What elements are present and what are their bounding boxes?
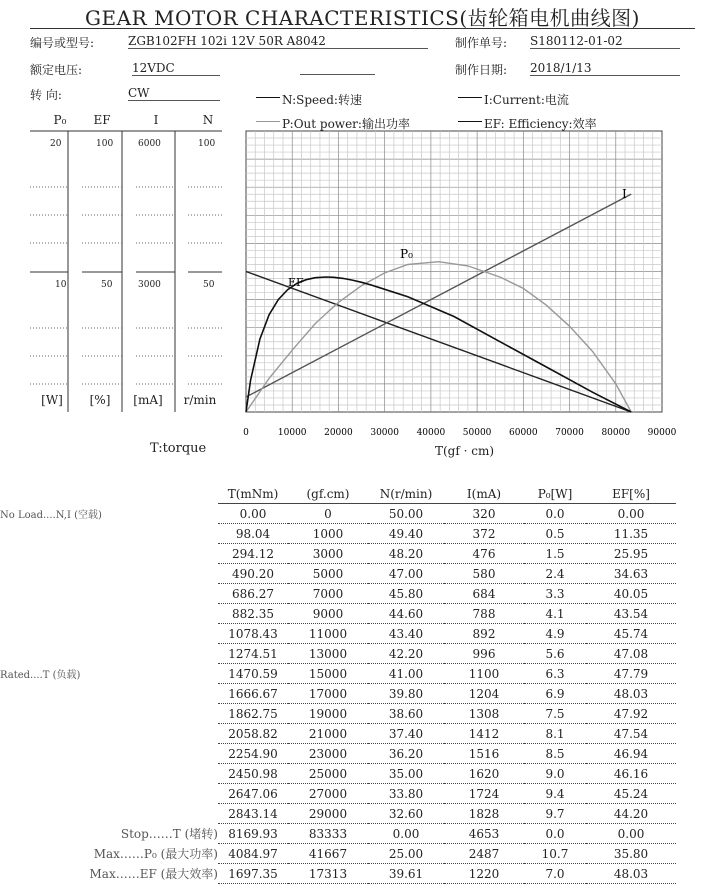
table-cell: 1666.67 [218,684,288,704]
table-cell: 4.1 [524,604,586,624]
row-label [0,564,218,584]
axis-top-speed: 100 [198,139,216,149]
axis-mid-speed: 50 [203,280,215,290]
legend-current: I:Current:电流 [484,93,569,107]
table-cell: 2487 [444,844,524,864]
table-cell: 3000 [288,544,368,564]
table-cell: 40.05 [586,584,676,604]
direction-value: CW [128,86,220,101]
table-cell: 29000 [288,804,368,824]
table-cell: 5.6 [524,644,586,664]
table-cell: 49.40 [368,524,444,544]
table-special-row [0,864,676,884]
table-row [0,544,676,564]
table-row [0,604,676,624]
table-cell: 0.0 [524,504,586,524]
row-label: Stop……T (堵转) [120,827,218,841]
table-cell: 1828 [444,804,524,824]
table-header-row [0,484,676,504]
axis-top-power: 20 [50,139,62,149]
table-cell: 7.5 [524,704,586,724]
table-cell: 8.1 [524,724,586,744]
row-label: No Load....N,I (空载) [0,510,102,521]
row-label: Rated....T (负载) [0,670,81,681]
table-cell: 1516 [444,744,524,764]
row-label [0,704,218,724]
table-cell: 39.61 [368,864,444,884]
table-cell: 32.60 [368,804,444,824]
table-cell: 43.54 [586,604,676,624]
table-cell: 23000 [288,744,368,764]
order-label: 制作单号: [455,36,508,50]
curve-label-current: I [622,187,627,201]
table-cell: 27000 [288,784,368,804]
table-cell: 98.04 [218,524,288,544]
table-cell: 39.80 [368,684,444,704]
table-cell: 0.0 [524,824,586,844]
order-value: S180112-01-02 [530,34,680,49]
table-cell: 47.54 [586,724,676,744]
table-cell: 1470.59 [218,664,288,684]
table-cell: EF[%] [586,484,676,504]
table-cell: 1078.43 [218,624,288,644]
table-cell: 33.80 [368,784,444,804]
table-special-row [0,844,676,864]
table-cell: 47.08 [586,644,676,664]
axis-header-efficiency: EF [93,113,111,127]
table-cell: 15000 [288,664,368,684]
table-cell: P₀[W] [524,484,586,504]
table-cell: 17000 [288,684,368,704]
table-cell: 38.60 [368,704,444,724]
torque-caption: T:torque [150,441,207,456]
characteristics-table [0,484,676,884]
x-tick-label: 50000 [462,428,492,438]
table-cell: 2.4 [524,564,586,584]
table-cell: 686.27 [218,584,288,604]
x-tick-label: 90000 [647,428,677,438]
table-cell: 9.7 [524,804,586,824]
table-row [0,624,676,644]
model-value: ZGB102FH 102i 12V 50R A8042 [128,34,428,49]
table-cell: 892 [444,624,524,644]
table-row [0,504,676,524]
axis-top-current: 6000 [138,139,161,149]
table-cell: 882.35 [218,604,288,624]
voltage-value: 12VDC [132,61,220,76]
table-cell: 580 [444,564,524,584]
table-row [0,704,676,724]
table-cell: 45.24 [586,784,676,804]
table-cell: 0.00 [368,824,444,844]
table-cell: 6.3 [524,664,586,684]
table-cell: 41.00 [368,664,444,684]
row-label [0,584,218,604]
legend-speed: N:Speed:转速 [282,93,362,107]
date-label: 制作日期: [455,63,508,77]
row-label: Max……EF (最大效率) [89,867,218,881]
table-cell: 0 [288,504,368,524]
table-cell: 46.94 [586,744,676,764]
table-cell: 2647.06 [218,784,288,804]
table-cell: 1000 [288,524,368,544]
table-cell: (gf.cm) [288,484,368,504]
table-cell: 8169.93 [218,824,288,844]
table-cell: 1274.51 [218,644,288,664]
table-cell: N(r/min) [368,484,444,504]
table-cell: 43.40 [368,624,444,644]
table-row [0,684,676,704]
x-tick-label: 20000 [324,428,353,438]
table-cell: 7.0 [524,864,586,884]
table-cell: 2843.14 [218,804,288,824]
x-tick-label: 40000 [416,428,446,438]
table-cell: 13000 [288,644,368,664]
table-cell: 45.74 [586,624,676,644]
table-row [0,764,676,784]
axis-mid-current: 3000 [138,280,161,290]
table-cell: 41667 [288,844,368,864]
axis-unit-efficiency: [%] [89,393,111,407]
table-cell: 2450.98 [218,764,288,784]
table-cell: 294.12 [218,544,288,564]
table-row [0,724,676,744]
table-cell: 476 [444,544,524,564]
table-row [0,584,676,604]
table-cell: 48.03 [586,864,676,884]
model-label: 编号或型号: [30,36,95,50]
x-tick-label: 10000 [277,428,307,438]
row-label [0,524,218,544]
table-cell: 7000 [288,584,368,604]
direction-label: 转 向: [30,88,62,102]
table-cell: 35.80 [586,844,676,864]
row-label [0,744,218,764]
legend-power: P:Out power:输出功率 [282,117,410,131]
voltage-label: 额定电压: [30,63,83,77]
table-cell: 490.20 [218,564,288,584]
axis-header-speed: N [202,113,214,127]
row-label [0,624,218,644]
table-cell: 25000 [288,764,368,784]
table-cell: 1724 [444,784,524,804]
table-cell: 372 [444,524,524,544]
table-cell: 21000 [288,724,368,744]
row-label: Max……P₀ (最大功率) [93,847,218,861]
table-cell: 11.35 [586,524,676,544]
row-label [0,644,218,664]
table-cell: 9000 [288,604,368,624]
table-cell: 1204 [444,684,524,704]
x-tick-label: 30000 [370,428,399,438]
table-cell: 47.79 [586,664,676,684]
table-cell: 6.9 [524,684,586,704]
x-tick-label: 0 [243,428,249,438]
table-cell: 4084.97 [218,844,288,864]
row-label [0,604,218,624]
table-row [0,664,676,684]
axis-mid-efficiency: 50 [101,280,113,290]
table-cell: 50.00 [368,504,444,524]
x-tick-label: 70000 [555,428,584,438]
table-cell: 320 [444,504,524,524]
table-cell: 1620 [444,764,524,784]
table-cell: 44.60 [368,604,444,624]
table-cell: 25.00 [368,844,444,864]
table-row [0,784,676,804]
table-cell: 1697.35 [218,864,288,884]
table-cell: 34.63 [586,564,676,584]
table-cell: 1308 [444,704,524,724]
x-axis-label: T(gf · cm) [435,444,495,458]
table-cell: 9.0 [524,764,586,784]
table-row [0,744,676,764]
row-label [0,484,218,504]
table-cell: 46.16 [586,764,676,784]
table-cell: 47.92 [586,704,676,724]
table-cell: 44.20 [586,804,676,824]
table-cell: 0.00 [586,824,676,844]
table-cell: 8.5 [524,744,586,764]
table-cell: 9.4 [524,784,586,804]
row-label [0,764,218,784]
axis-unit-speed: r/min [183,393,217,407]
table-cell: T(mNm) [218,484,288,504]
table-row [0,644,676,664]
table-cell: 4.9 [524,624,586,644]
table-cell: 45.80 [368,584,444,604]
table-cell: 684 [444,584,524,604]
table-cell: 2058.82 [218,724,288,744]
table-cell: 4653 [444,824,524,844]
row-label [0,804,218,824]
table-cell: 3.3 [524,584,586,604]
table-cell: 42.20 [368,644,444,664]
table-row [0,524,676,544]
curve-label-power: P₀ [400,247,413,261]
table-cell: 1862.75 [218,704,288,724]
curve-label-efficiency: EF [288,276,304,289]
row-label [0,784,218,804]
table-cell: 48.03 [586,684,676,704]
axis-top-efficiency: 100 [96,139,114,149]
table-row [0,564,676,584]
table-cell: 788 [444,604,524,624]
table-cell: 1100 [444,664,524,684]
table-cell: 36.20 [368,744,444,764]
table-cell: 11000 [288,624,368,644]
table-cell: 1220 [444,864,524,884]
axis-unit-power: [W] [41,393,63,407]
row-label [0,684,218,704]
table-cell: I(mA) [444,484,524,504]
table-cell: 2254.90 [218,744,288,764]
legend-efficiency: EF: Efficiency:效率 [484,117,597,131]
x-tick-label: 60000 [509,428,538,438]
table-cell: 35.00 [368,764,444,784]
row-label [0,544,218,564]
table-cell: 1.5 [524,544,586,564]
x-tick-label: 80000 [601,428,631,438]
table-cell: 1412 [444,724,524,744]
date-value: 2018/1/13 [530,61,680,76]
table-cell: 25.95 [586,544,676,564]
row-label [0,724,218,744]
axis-unit-current: [mA] [133,393,163,407]
table-cell: 10.7 [524,844,586,864]
table-special-row [0,824,676,844]
table-cell: 0.00 [586,504,676,524]
axis-mid-power: 10 [55,280,67,290]
table-cell: 37.40 [368,724,444,744]
table-cell: 47.00 [368,564,444,584]
table-cell: 19000 [288,704,368,724]
table-cell: 0.5 [524,524,586,544]
table-cell: 17313 [288,864,368,884]
page-title: GEAR MOTOR CHARACTERISTICS(齿轮箱电机曲线图) [85,6,640,30]
axis-header-power: P₀ [53,113,67,127]
table-cell: 0.00 [218,504,288,524]
axis-header-current: I [153,113,159,127]
table-cell: 996 [444,644,524,664]
table-cell: 48.20 [368,544,444,564]
table-cell: 83333 [288,824,368,844]
table-cell: 5000 [288,564,368,584]
table-row [0,804,676,824]
